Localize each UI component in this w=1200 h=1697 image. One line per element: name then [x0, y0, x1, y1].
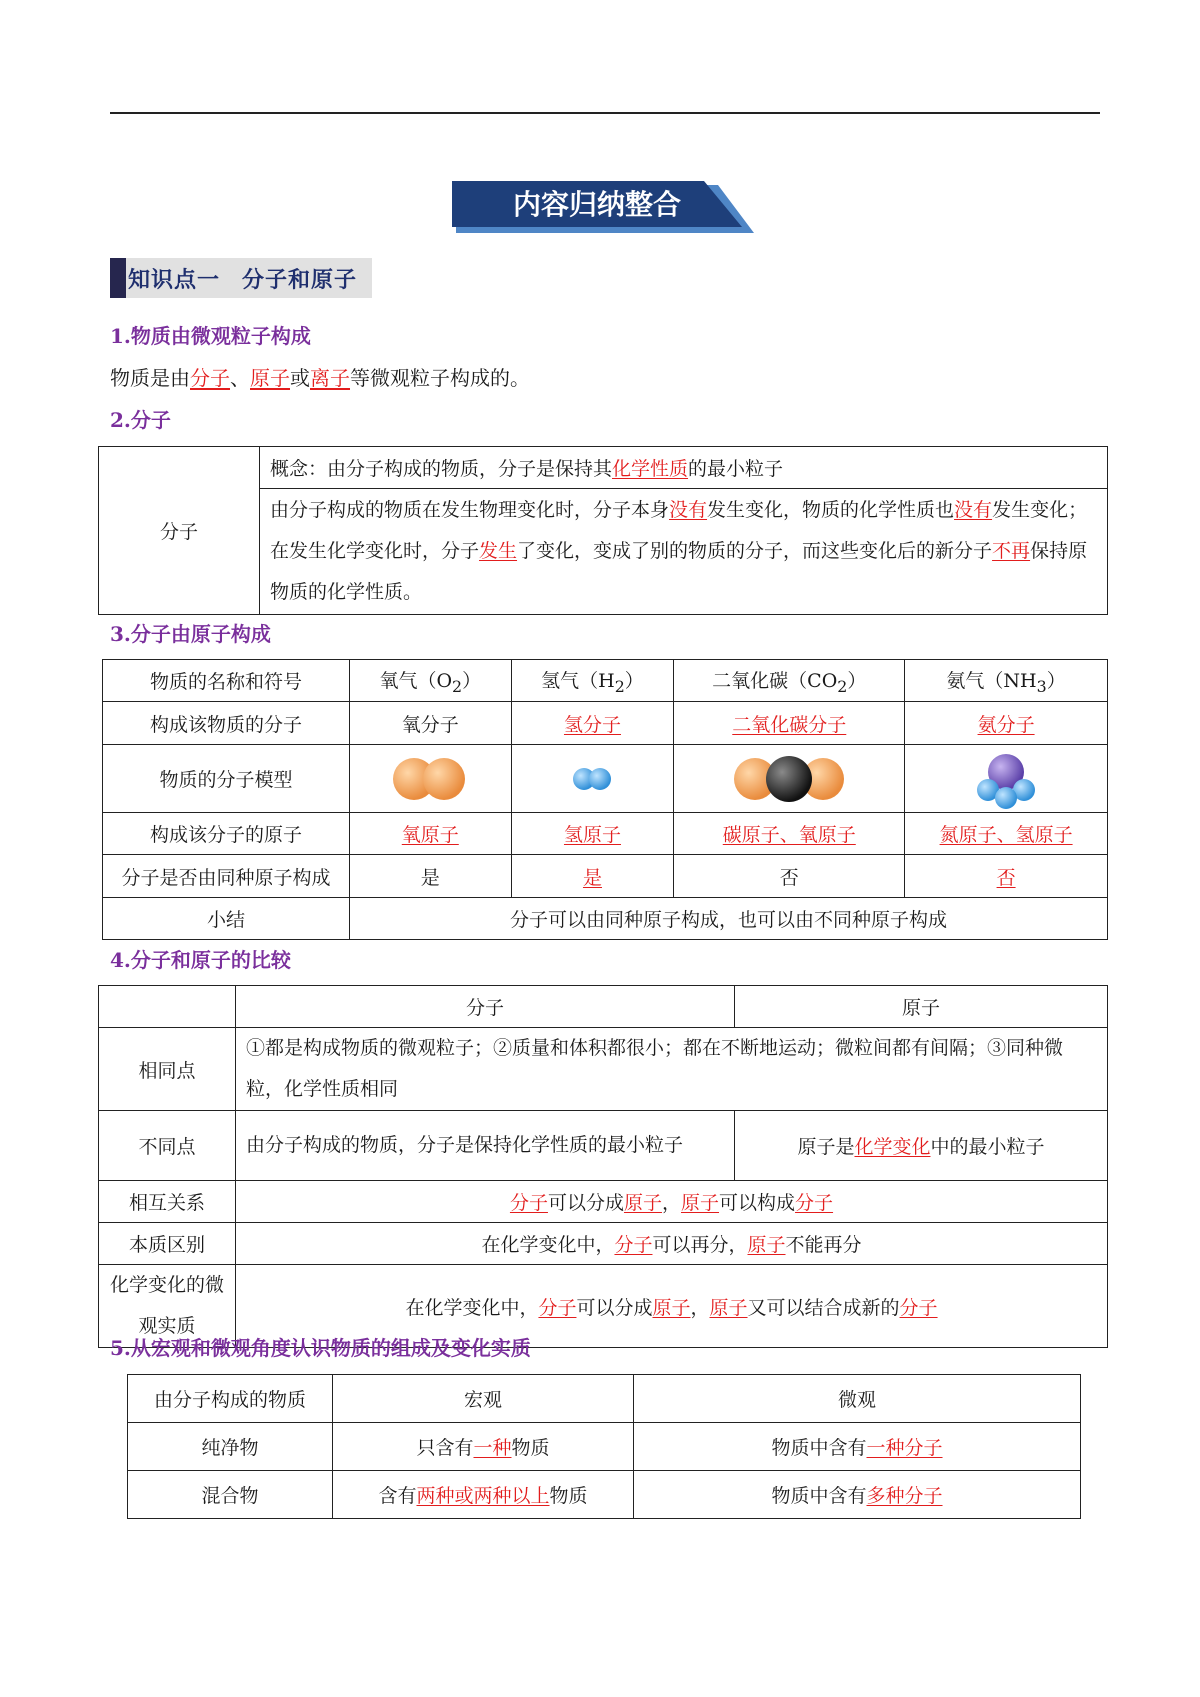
- banner-title: 内容归纳整合: [512, 188, 682, 221]
- corner-cell: [99, 986, 236, 1028]
- micro-label: 化学变化的微观实质: [99, 1265, 236, 1348]
- answer-blank: 分子: [509, 1192, 548, 1214]
- knowledge-point-header: [110, 258, 372, 298]
- label-model: 物质的分子模型: [103, 745, 350, 813]
- model-cell-o2: [350, 745, 512, 813]
- label-same-atoms: 分子是否由同种原子构成: [103, 855, 350, 898]
- essence-label: 本质区别: [99, 1223, 236, 1265]
- model-cell-co2: [674, 745, 905, 813]
- label-molecule: 构成该物质的分子: [103, 702, 350, 745]
- answer-blank: 不再: [992, 540, 1031, 562]
- diff-label: 不同点: [99, 1111, 236, 1181]
- oxygen-molecule-icon: [385, 752, 475, 806]
- section-2-heading: 2.分子: [110, 408, 171, 432]
- model-cell-h2: [511, 745, 674, 813]
- name-cell: 二氧化碳$(CO_2)$: [674, 660, 905, 702]
- answer-blank: 分子: [190, 366, 230, 390]
- label-summary: 小结: [103, 898, 350, 940]
- pure-macro: 只含有一种物质: [333, 1423, 634, 1471]
- name-cell: 氨气$(NH_3)$: [905, 660, 1108, 702]
- answer-blank: 是: [582, 866, 602, 889]
- answer-blank: 没有: [954, 499, 993, 521]
- section-5-heading: 5.从宏观和微观角度认识物质的组成及变化实质: [110, 1336, 531, 1360]
- answer-blank: 分子: [795, 1192, 834, 1214]
- knowledge-point-marker: [110, 258, 126, 298]
- same-label: 相同点: [99, 1028, 236, 1111]
- label-name: 物质的名称和符号: [103, 660, 350, 702]
- summary-text: 分子可以由同种原子构成，也可以由不同种原子构成: [350, 898, 1108, 940]
- answer-blank: 原子: [652, 1296, 691, 1319]
- mixture-macro: 含有两种或两种以上物质: [333, 1471, 634, 1519]
- answer-blank: 化学性质: [612, 458, 689, 480]
- header-macro: 宏观: [333, 1375, 634, 1423]
- section-1-text: 物质是由分子、原子或离子等微观粒子构成的。: [110, 366, 530, 390]
- header-rule: [110, 112, 1100, 114]
- molecule-cell: [511, 702, 674, 745]
- answer-blank: 没有: [669, 499, 708, 521]
- same-cell: [511, 855, 674, 898]
- col-molecule: 分子: [236, 986, 735, 1028]
- molecule-change-text: 由分子构成的物质在发生物理变化时，分子本身没有发生变化，物质的化学性质也没有发生变化；在发生化学变化时，分子发生了变化，变成了别的物质的分子，而这些变化后的新分子不再保持原物质的化学性质。: [260, 489, 1108, 615]
- answer-blank: 氧原子: [401, 824, 459, 846]
- molecule-cell: [905, 702, 1108, 745]
- answer-blank: 分子: [899, 1296, 938, 1319]
- mixture-micro: 物质中含有多种分子: [634, 1471, 1081, 1519]
- molecule-row-header: 分子: [99, 447, 260, 615]
- col-atom: 原子: [735, 986, 1108, 1028]
- same-cell: 否: [674, 855, 905, 898]
- atoms-cell: [674, 813, 905, 855]
- pure-micro: 物质中含有一种分子: [634, 1423, 1081, 1471]
- knowledge-point-number: 知识点一: [128, 267, 221, 293]
- answer-blank: 碳原子、氧原子: [722, 824, 856, 846]
- molecule-cell: [674, 702, 905, 745]
- atoms-cell: [511, 813, 674, 855]
- hydrogen-molecule-icon: [562, 759, 622, 799]
- name-cell: 氢气$(H_2)$: [511, 660, 674, 702]
- section-banner: [452, 181, 756, 243]
- answer-blank: 分子: [614, 1234, 653, 1256]
- essence-text: 在化学变化中，分子可以再分，原子不能再分: [236, 1223, 1108, 1265]
- answer-blank: 氨分子: [977, 713, 1035, 736]
- section-4-heading: 4.分子和原子的比较: [110, 948, 291, 972]
- answer-blank: 二氧化碳分子: [732, 713, 847, 736]
- answer-blank: 原子: [250, 366, 290, 390]
- answer-blank: 原子: [681, 1192, 720, 1214]
- carbon-dioxide-molecule-icon: [729, 752, 849, 806]
- answer-blank: 离子: [310, 366, 350, 390]
- section-3-heading: 3.分子由原子构成: [110, 622, 271, 646]
- label-atoms: 构成该分子的原子: [103, 813, 350, 855]
- diff-atom: 原子是化学变化中的最小粒子: [735, 1111, 1108, 1181]
- macro-micro-table: [127, 1374, 1081, 1519]
- header-micro: 微观: [634, 1375, 1081, 1423]
- answer-blank: 化学变化: [854, 1136, 931, 1158]
- answer-blank: 氢原子: [563, 824, 621, 846]
- answer-blank: 分子: [538, 1296, 577, 1319]
- model-cell-nh3: [905, 745, 1108, 813]
- relation-label: 相互关系: [99, 1181, 236, 1223]
- diff-molecule: 由分子构成的物质，分子是保持化学性质的最小粒子: [236, 1111, 735, 1181]
- header-substance: 由分子构成的物质: [128, 1375, 333, 1423]
- answer-blank: 否: [996, 866, 1016, 889]
- answer-blank: 发生: [479, 540, 518, 562]
- section-1-heading: 1.物质由微观粒子构成: [110, 324, 311, 348]
- knowledge-point-name: 分子和原子: [242, 267, 358, 293]
- atoms-cell: [350, 813, 512, 855]
- atoms-cell: [905, 813, 1108, 855]
- composition-table: [102, 659, 1108, 940]
- same-cell: 是: [350, 855, 512, 898]
- answer-blank: 两种或两种以上: [416, 1485, 550, 1507]
- pure-label: 纯净物: [128, 1423, 333, 1471]
- name-cell: 氧气$(O_2)$: [350, 660, 512, 702]
- answer-blank: 原子: [747, 1234, 786, 1256]
- answer-blank: 氮原子、氢原子: [939, 824, 1073, 846]
- molecule-table: [98, 446, 1108, 615]
- molecule-concept: 概念：由分子构成的物质，分子是保持其化学性质的最小粒子: [260, 447, 1108, 489]
- mixture-label: 混合物: [128, 1471, 333, 1519]
- same-cell: [905, 855, 1108, 898]
- answer-blank: 一种分子: [866, 1437, 943, 1459]
- answer-blank: 一种: [473, 1437, 512, 1459]
- answer-blank: 氢分子: [563, 713, 621, 736]
- molecule-cell: 氧分子: [350, 702, 512, 745]
- answer-blank: 原子: [709, 1296, 748, 1319]
- answer-blank: 多种分子: [866, 1485, 943, 1507]
- relation-text: 分子可以分成原子，原子可以构成分子: [236, 1181, 1108, 1223]
- ammonia-molecule-icon: [966, 748, 1046, 810]
- micro-text: 在化学变化中，分子可以分成原子，原子又可以结合成新的分子: [236, 1265, 1108, 1348]
- comparison-table: [98, 985, 1108, 1348]
- same-text: ①都是构成物质的微观粒子；②质量和体积都很小；都在不断地运动；微粒间都有间隔；③同种微粒，化学性质相同: [236, 1028, 1108, 1111]
- answer-blank: 原子: [623, 1192, 662, 1214]
